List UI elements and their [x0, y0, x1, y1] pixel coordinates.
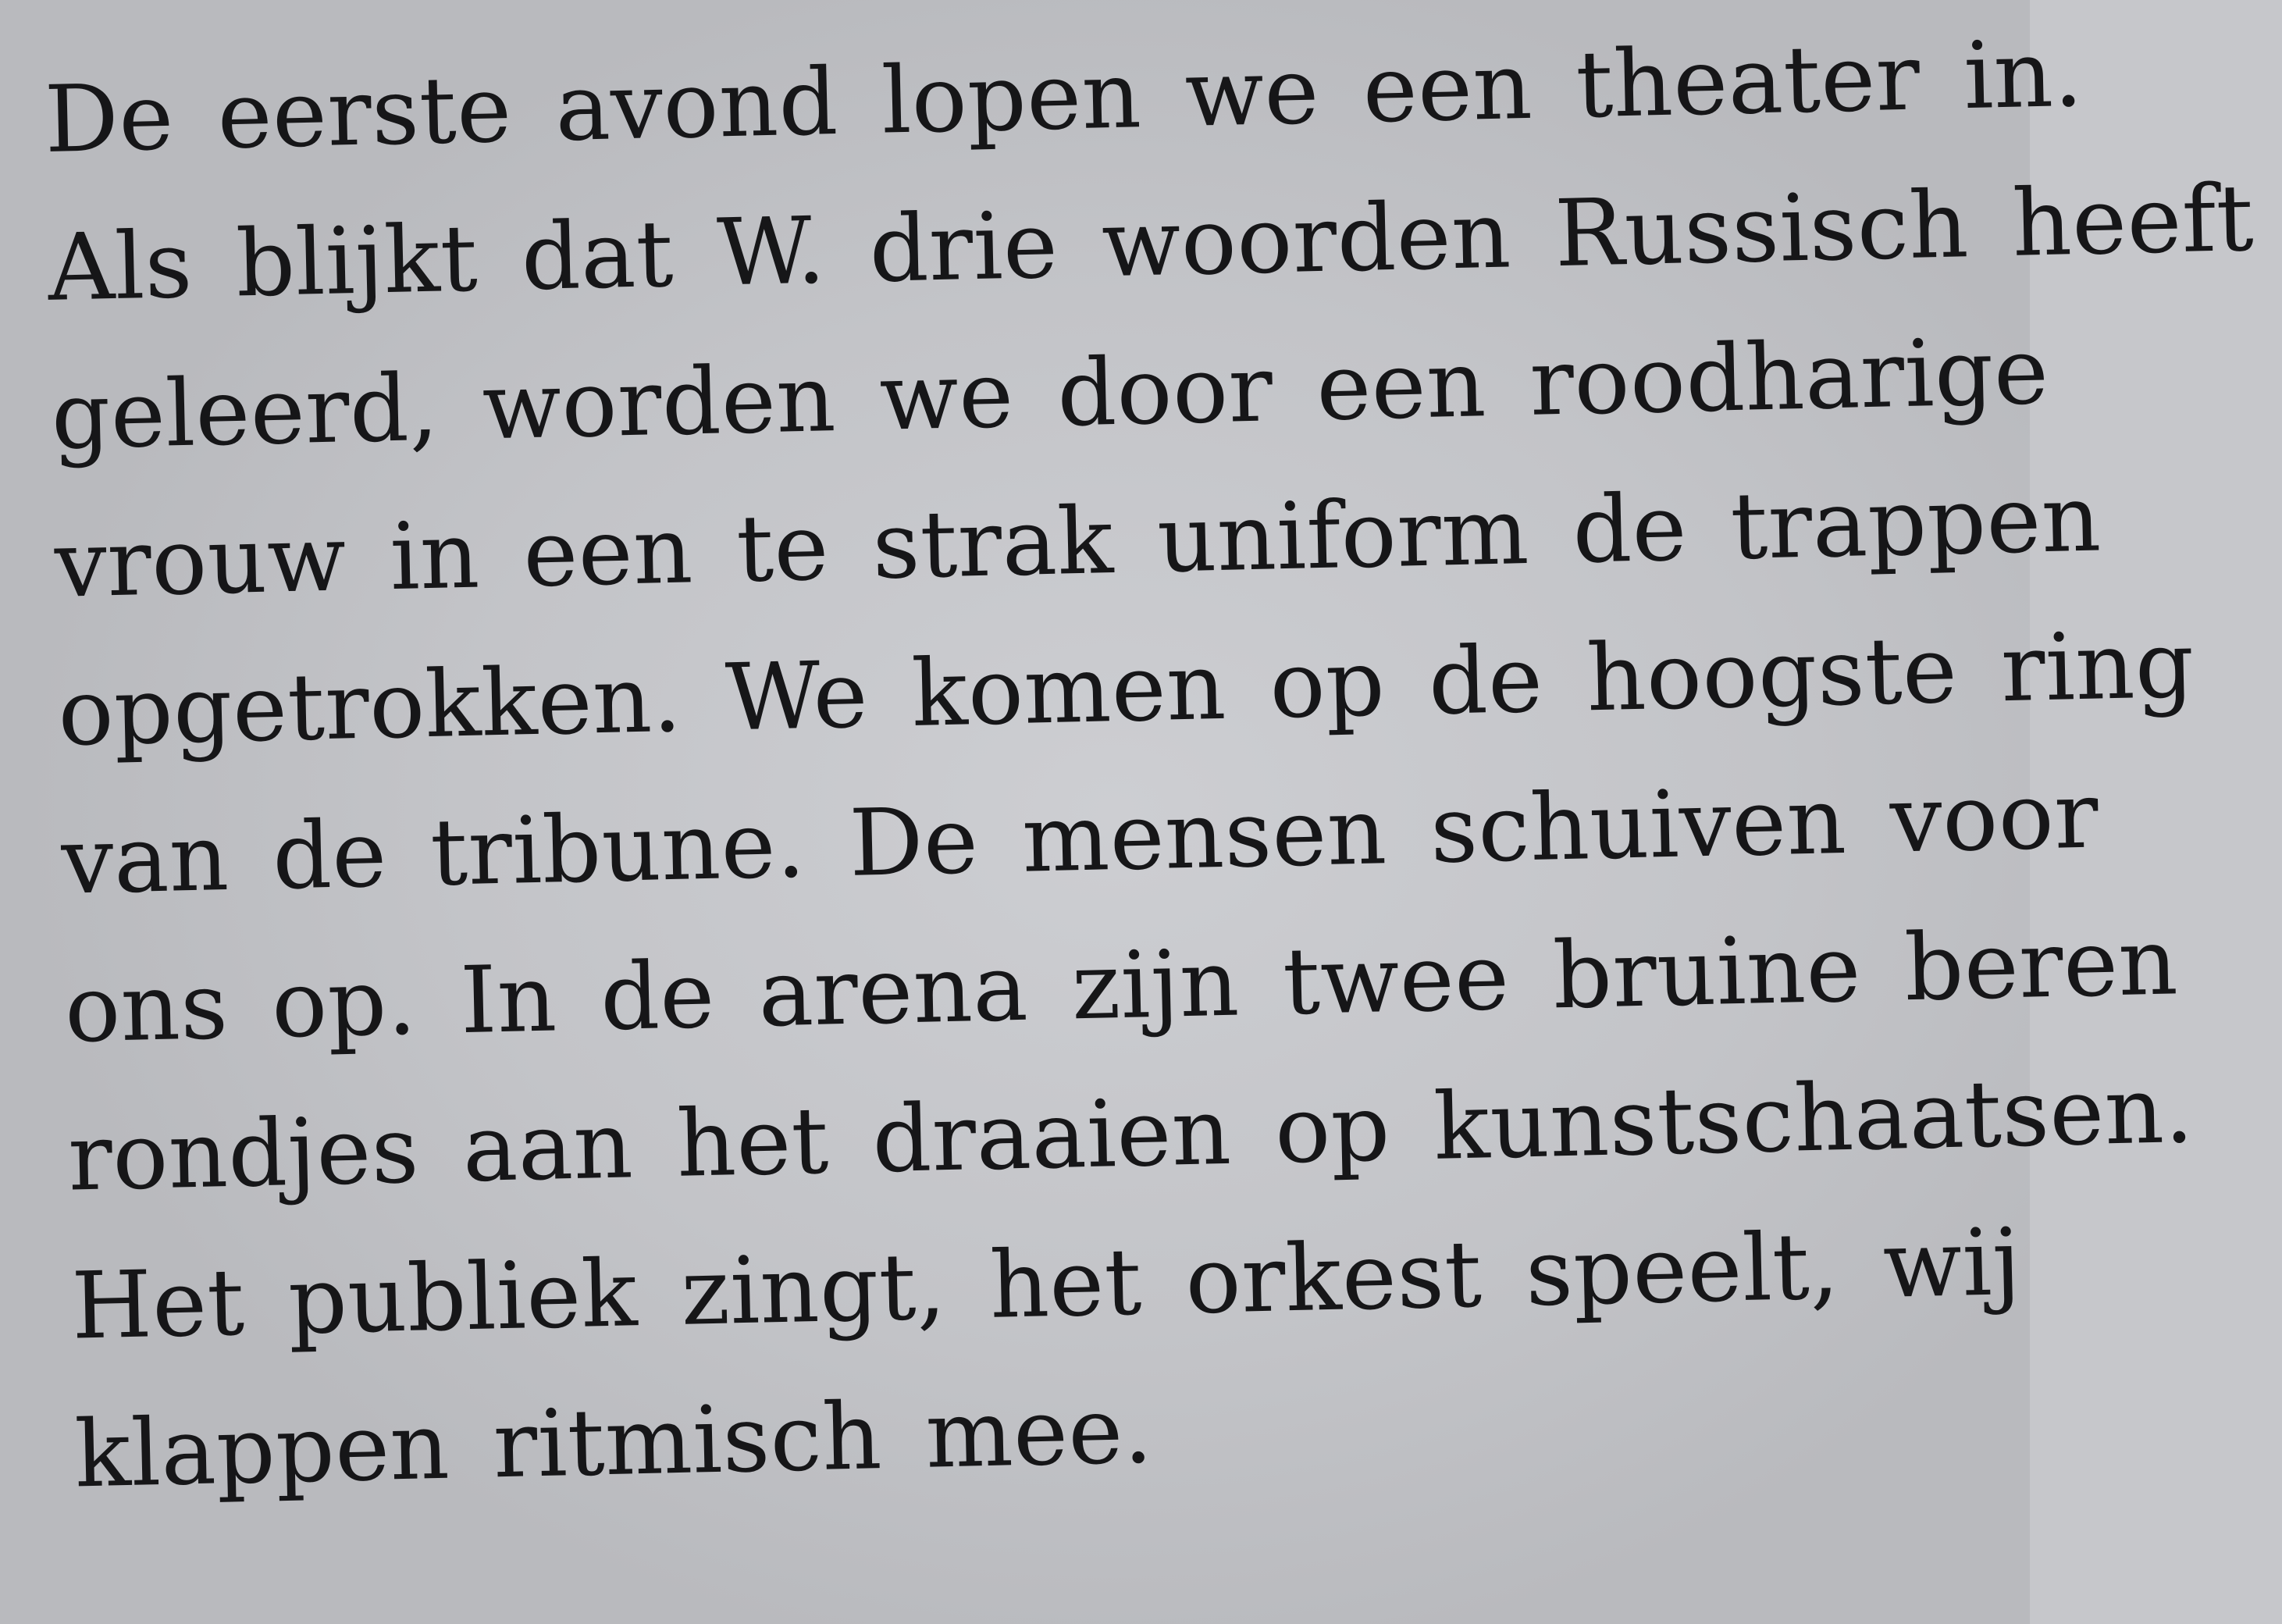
text-line: Als blijkt dat W. drie woorden Russisch heeft	[46, 163, 2255, 322]
text-line: rondjes aan het draaien op kunstschaatsen.	[66, 1055, 2195, 1212]
text-line: Het publiek zingt, het orkest speelt, wij	[70, 1207, 2023, 1360]
text-line: geleerd, worden we door een roodharige	[50, 316, 2050, 470]
paragraph	[43, 1, 2255, 1528]
text-line: De eerste avond lopen we een theater in.	[43, 19, 2084, 173]
text-line: van de tribune. De mensen schuiven voor	[60, 760, 2100, 915]
text-line: vrouw in een te strak uniform de trappen	[53, 464, 2102, 618]
text-line: opgetrokken. We komen op de hoogste ring	[56, 610, 2196, 767]
text-line: klappen ritmisch mee.	[73, 1376, 1155, 1508]
text-line: ons op. In de arena zijn twee bruine beren	[63, 907, 2180, 1063]
